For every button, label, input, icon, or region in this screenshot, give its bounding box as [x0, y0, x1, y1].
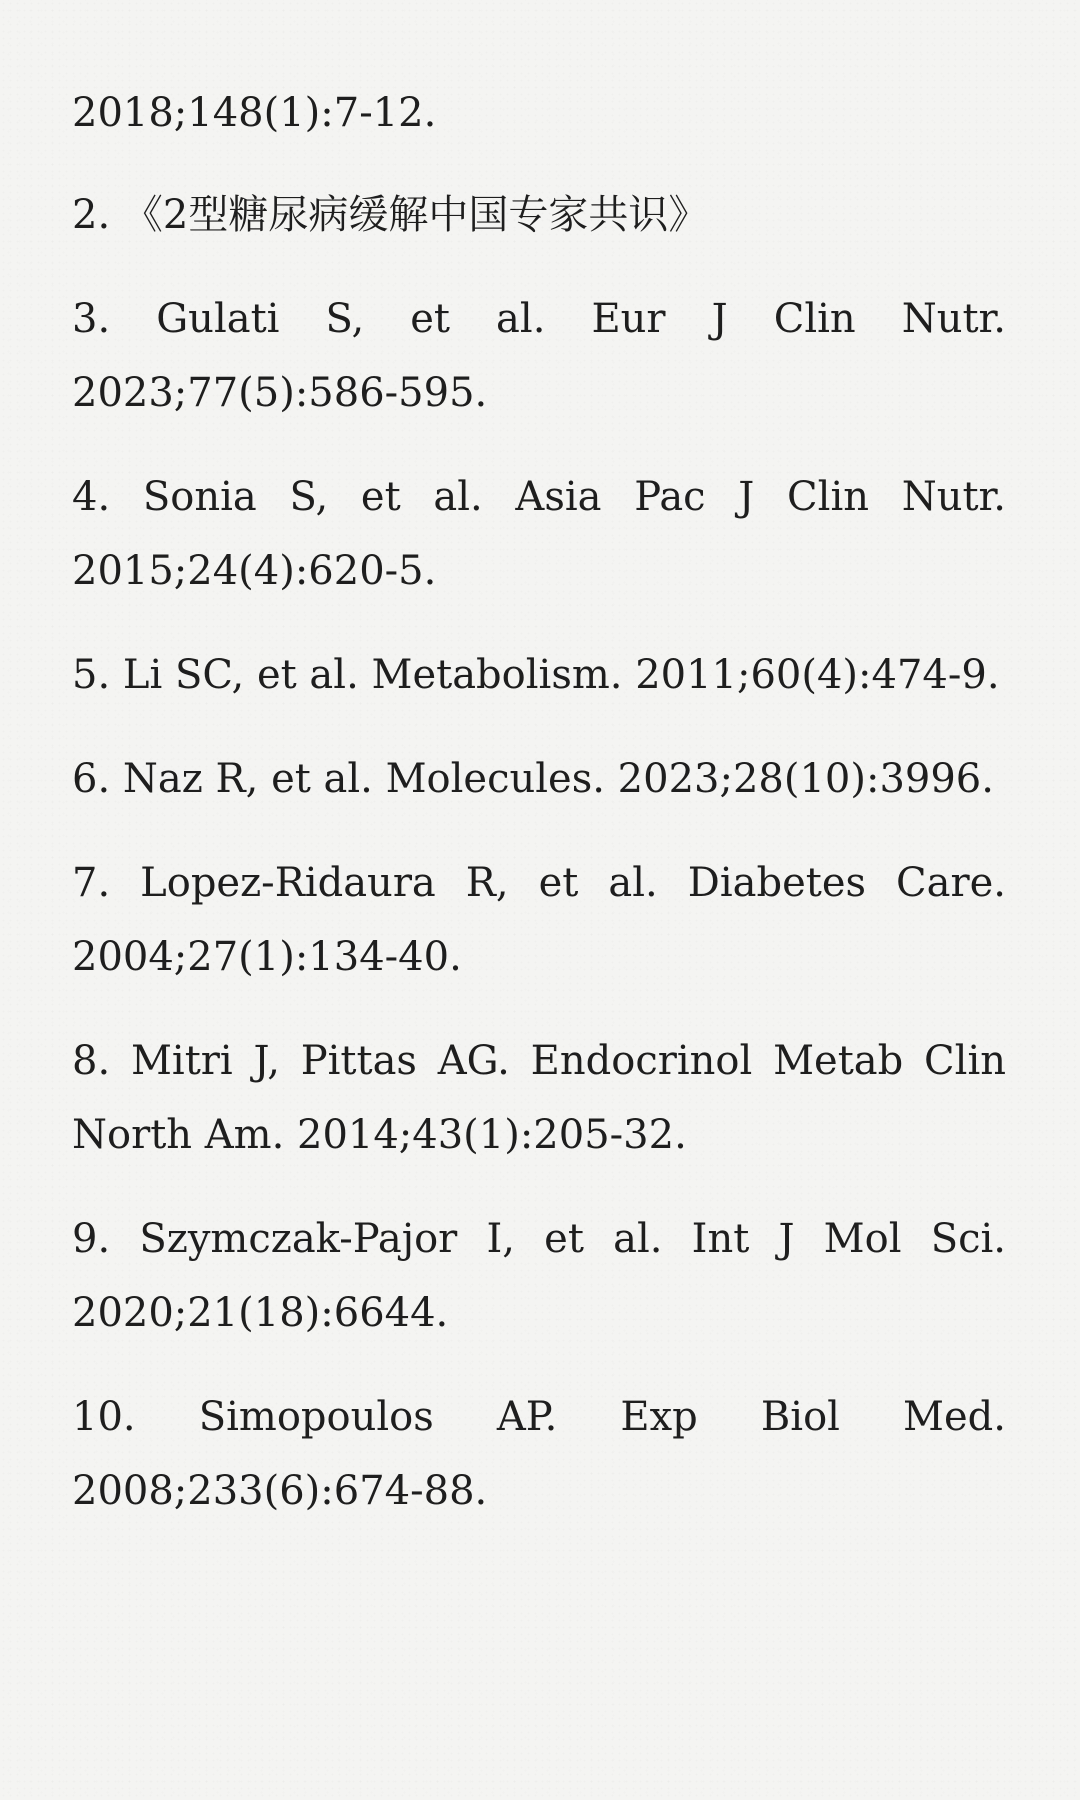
- reference-item-5: 5. Li SC, et al. Metabolism. 2011;60(4):474-9.: [72, 652, 1000, 698]
- reference-item-7: 7. Lopez-Ridaura R, et al. Diabetes Care. 2004;27(1):134-40.: [72, 860, 1006, 980]
- reference-item-6: 6. Naz R, et al. Molecules. 2023;28(10):3996.: [72, 756, 994, 802]
- reference-item-3: 3. Gulati S, et al. Eur J Clin Nutr. 2023;77(5):586-595.: [72, 296, 1006, 416]
- reference-item-10: 10. Simopoulos AP. Exp Biol Med. 2008;233(6):674-88.: [72, 1394, 1006, 1514]
- reference-item-9: 9. Szymczak-Pajor I, et al. Int J Mol Sci. 2020;21(18):6644.: [72, 1216, 1006, 1336]
- reference-list: [72, 76, 1006, 1528]
- reference-item-8: 8. Mitri J, Pittas AG. Endocrinol Metab Clin North Am. 2014;43(1):205-32.: [72, 1038, 1006, 1158]
- reference-item-4: 4. Sonia S, et al. Asia Pac J Clin Nutr. 2015;24(4):620-5.: [72, 474, 1006, 594]
- reference-item-2: 2. 《2型糖尿病缓解中国专家共识》: [72, 192, 709, 238]
- reference-item-continuation: 2018;148(1):7-12.: [72, 90, 437, 136]
